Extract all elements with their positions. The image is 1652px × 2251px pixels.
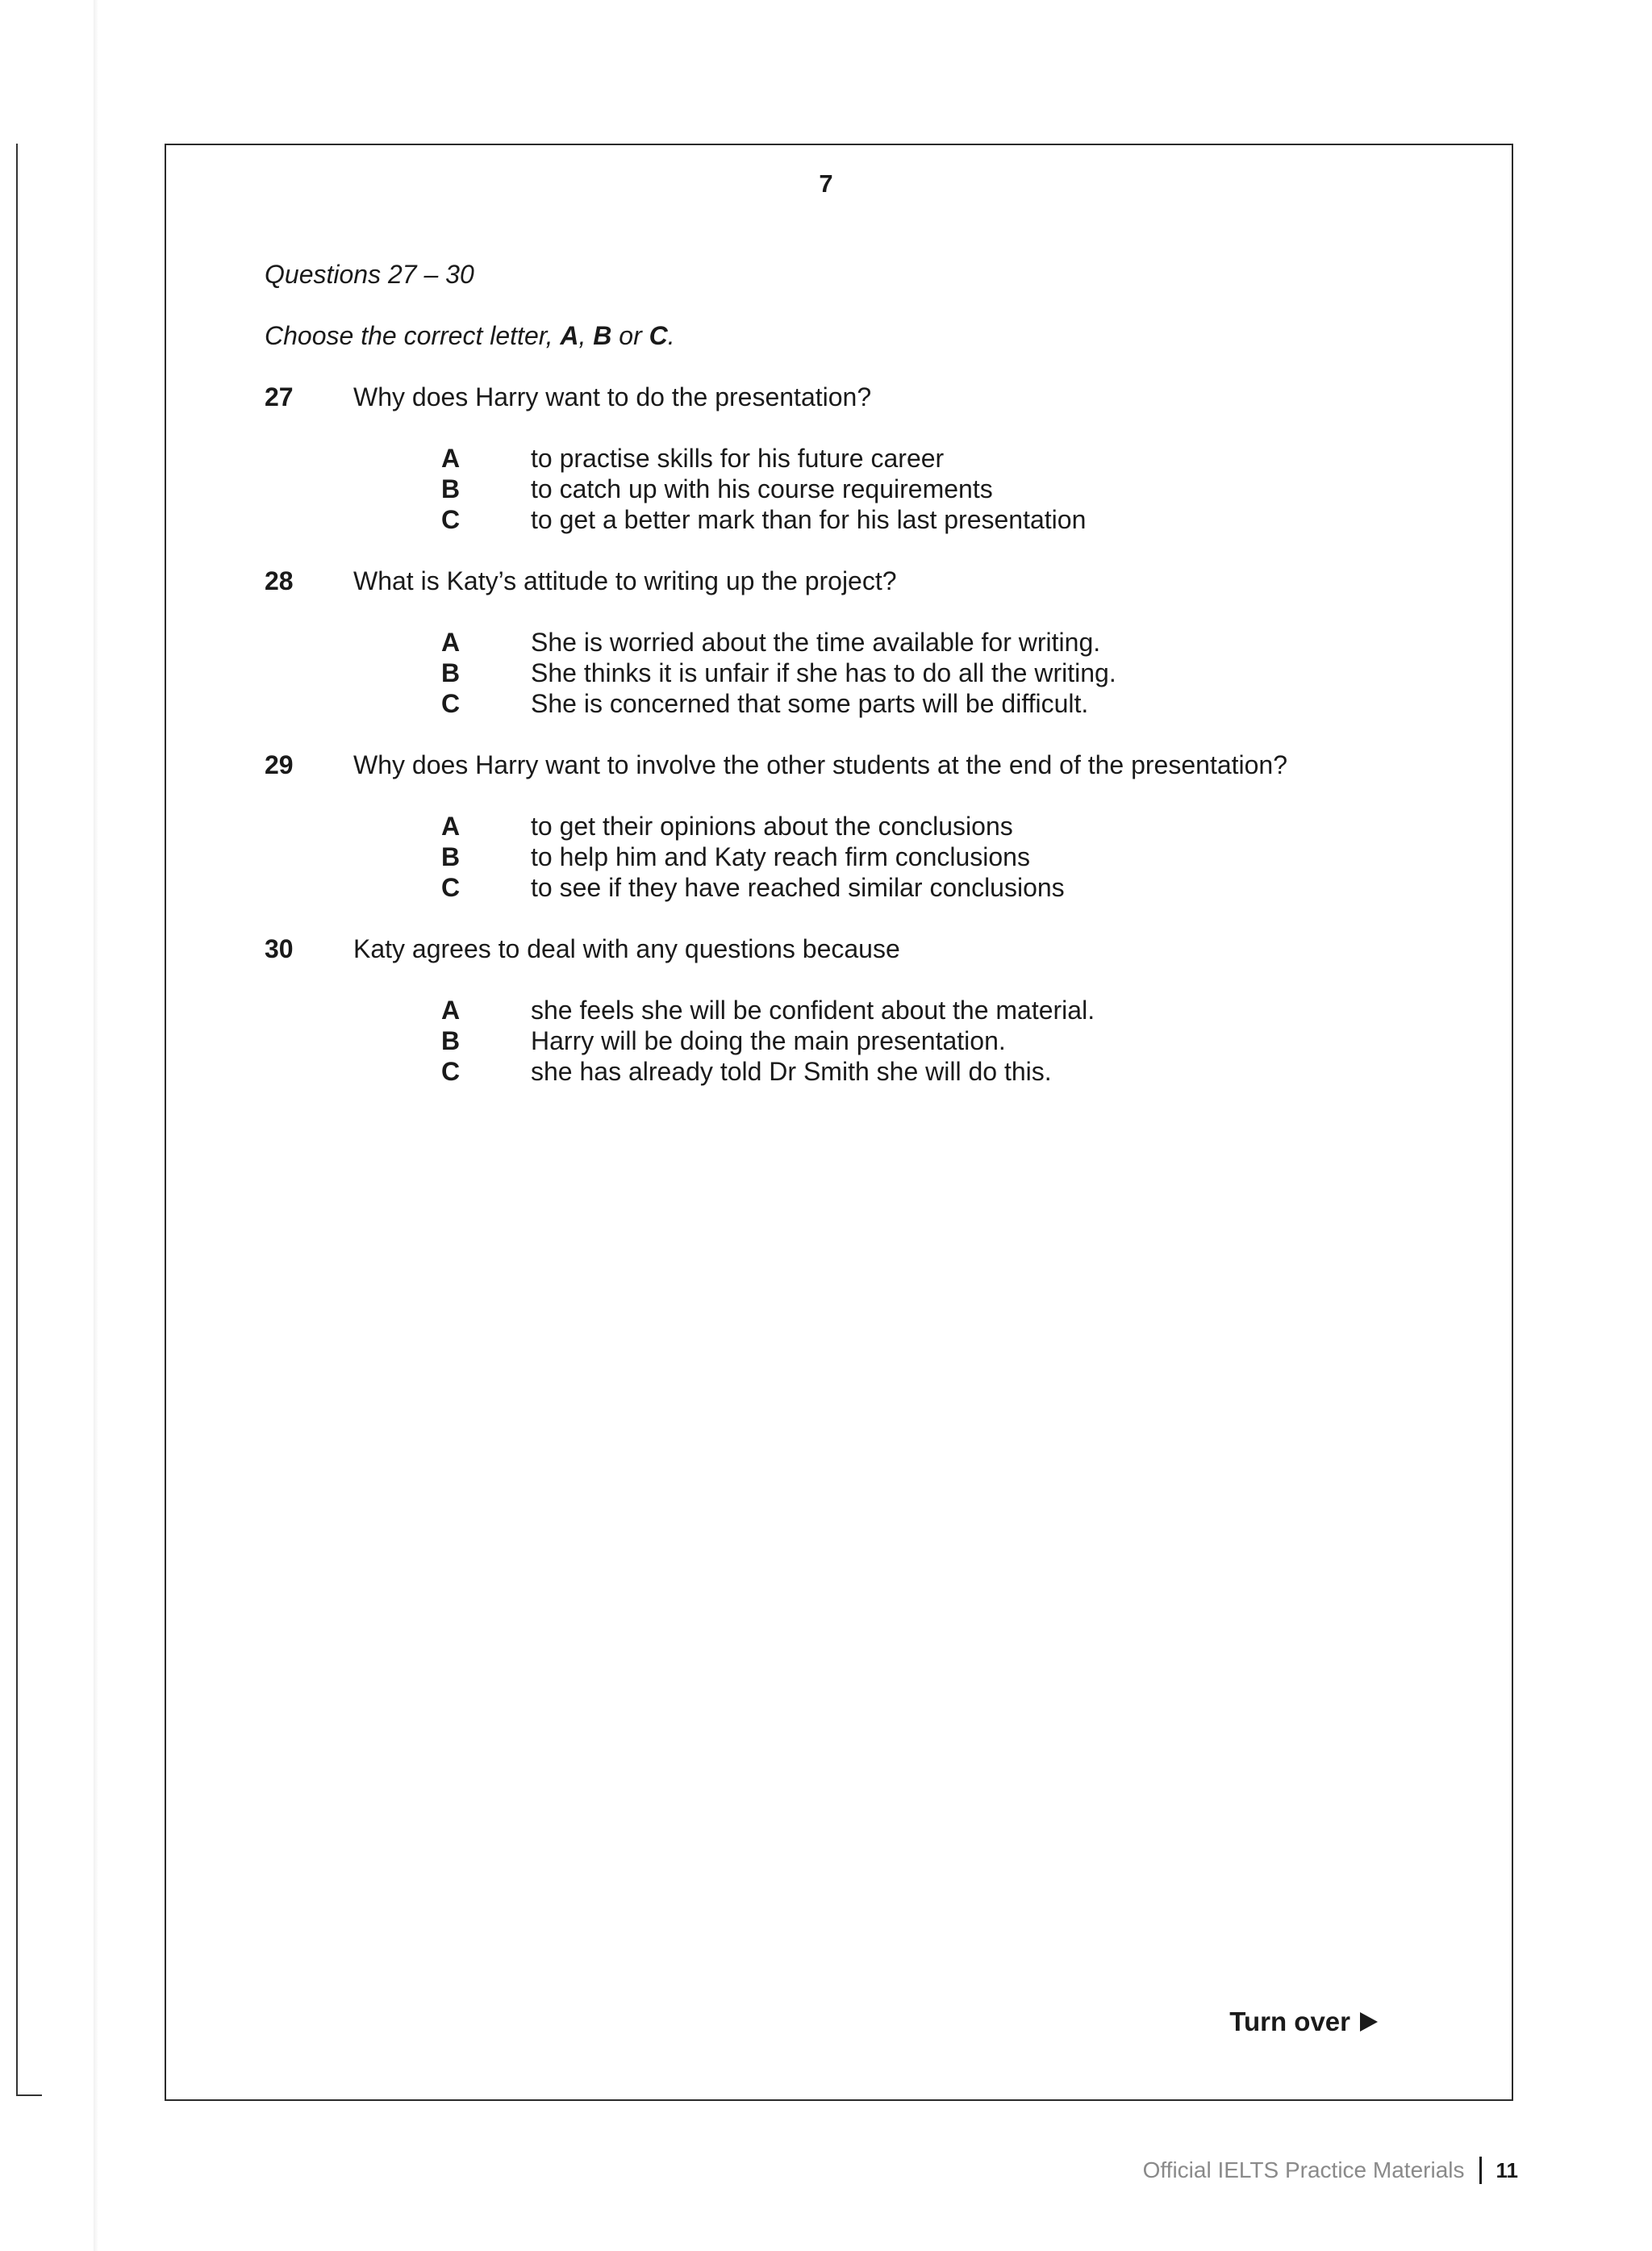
- question-text: Why does Harry want to involve the other students at the end of the presentation?: [353, 750, 1288, 779]
- question-number: 27: [265, 382, 294, 411]
- question-text: What is Katy’s attitude to writing up the project?: [353, 566, 897, 595]
- exam-page-number: 7: [819, 169, 833, 198]
- letter-c-label: C: [649, 321, 668, 350]
- option-letter: C: [441, 689, 461, 718]
- turn-over-text: Turn over: [1229, 2007, 1350, 2036]
- scan-binding-line: [16, 144, 18, 2096]
- footer-source: Official IELTS Practice Materials: [1142, 2157, 1465, 2182]
- instruction-or: or: [611, 321, 649, 350]
- letter-b-label: B: [593, 321, 612, 350]
- question-number: 30: [265, 934, 294, 963]
- option-text: to practise skills for his future career: [531, 444, 945, 473]
- option-letter: B: [441, 1026, 461, 1055]
- scan-page-edge: [94, 0, 98, 2251]
- option-text: She thinks it is unfair if she has to do all the writing.: [531, 658, 1116, 687]
- option-text: to get their opinions about the conclusions: [531, 812, 1013, 841]
- question-text: Why does Harry want to do the presentation?: [353, 382, 872, 411]
- instruction-line: [265, 321, 675, 351]
- instruction-period: .: [667, 321, 675, 350]
- option-letter: B: [441, 474, 461, 503]
- exam-page-frame: [165, 144, 1513, 2101]
- page-footer: [1143, 2157, 1518, 2184]
- option-letter: A: [441, 628, 461, 657]
- option-text: She is concerned that some parts will be difficult.: [531, 689, 1089, 718]
- question-text: Katy agrees to deal with any questions because: [353, 934, 900, 963]
- option-text: She is worried about the time available for writing.: [531, 628, 1101, 657]
- option-letter: C: [441, 873, 461, 902]
- option-letter: A: [441, 444, 461, 473]
- letter-a-label: A: [560, 321, 579, 350]
- question-number: 29: [265, 750, 294, 779]
- option-text: to catch up with his course requirements: [531, 474, 993, 503]
- option-letter: B: [441, 658, 461, 687]
- turn-over-label: [1229, 2007, 1378, 2037]
- option-text: to help him and Katy reach firm conclusions: [531, 842, 1030, 871]
- option-text: to get a better mark than for his last presentation: [531, 505, 1087, 534]
- arrow-right-icon: [1360, 2012, 1378, 2032]
- footer-page-number: 11: [1496, 2157, 1518, 2182]
- option-letter: C: [441, 505, 461, 534]
- option-letter: A: [441, 812, 461, 841]
- instruction-comma: ,: [578, 321, 594, 350]
- option-text: to see if they have reached similar conclusions: [531, 873, 1065, 902]
- instruction-text: Choose the correct letter,: [265, 321, 561, 350]
- option-letter: A: [441, 996, 461, 1025]
- option-text: she feels she will be confident about the material.: [531, 996, 1095, 1025]
- option-text: Harry will be doing the main presentation.: [531, 1026, 1006, 1055]
- option-letter: C: [441, 1057, 461, 1086]
- footer-divider: [1479, 2157, 1482, 2184]
- option-text: she has already told Dr Smith she will do this.: [531, 1057, 1052, 1086]
- question-number: 28: [265, 566, 294, 595]
- questions-range-heading: Questions 27 – 30: [265, 260, 474, 289]
- option-letter: B: [441, 842, 461, 871]
- scan-binding-foot: [16, 2094, 42, 2096]
